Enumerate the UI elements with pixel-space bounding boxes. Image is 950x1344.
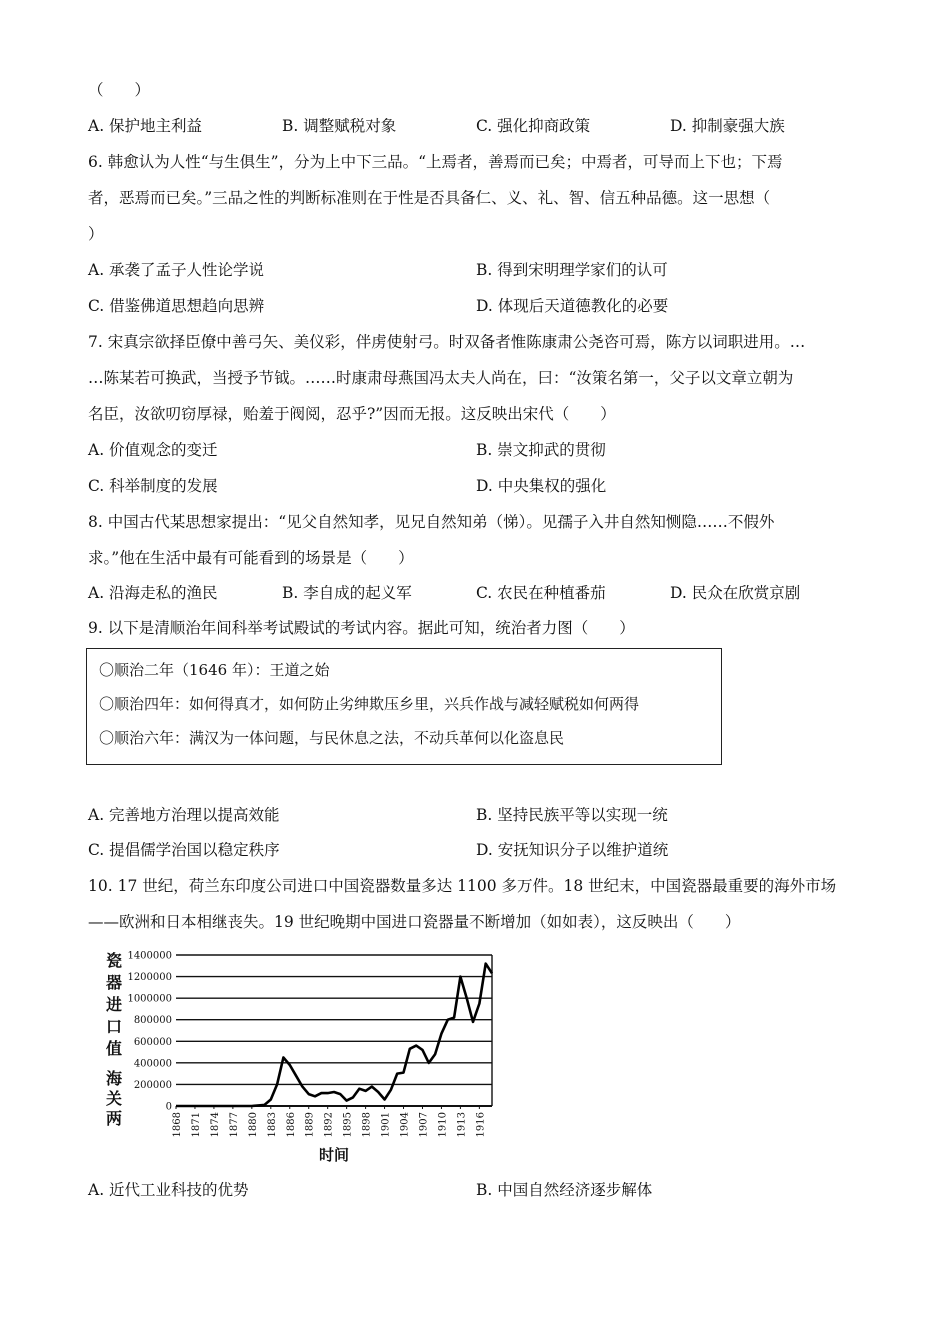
x-tick-label: 1886: [285, 1112, 297, 1138]
q8-option-c[interactable]: C. 农民在种植番茄: [476, 584, 606, 602]
q8-option-d[interactable]: D. 民众在欣赏京剧: [670, 584, 801, 602]
y-tick-label: 600000: [133, 1036, 172, 1048]
q7-option-d[interactable]: D. 中央集权的强化: [476, 477, 607, 495]
q7-stem-line: 名臣，汝欲叨窃厚禄，贻羞于阀阅，忍乎?”因而无报。这反映出宋代（ ）: [88, 405, 616, 423]
q7-stem-line: 7. 宋真宗欲择臣僚中善弓矢、美仪彩，伴虏使射弓。时双备者惟陈康肃公尧咨可焉，陈方以词职进用。…: [88, 333, 806, 351]
q8-stem-line: 8. 中国古代某思想家提出：“见父自然知孝，见兄自然知弟（悌）。见孺子入井自然知恻隐……不假外: [88, 513, 775, 531]
q7-option-c[interactable]: C. 科举制度的发展: [88, 477, 218, 495]
y-tick-label: 1200000: [127, 972, 172, 984]
y-tick-label: 200000: [133, 1079, 172, 1091]
x-tick-label: 1874: [209, 1112, 221, 1138]
q10-option-a[interactable]: A. 近代工业科技的优势: [88, 1181, 249, 1199]
q10-option-b[interactable]: B. 中国自然经济逐步解体: [476, 1181, 653, 1199]
q8-option-b[interactable]: B. 李自成的起义军: [282, 584, 412, 602]
q8-stem-line: 求。”他在生活中最有可能看到的场景是（ ）: [88, 549, 414, 567]
q7-stem-line: …陈某若可换武，当授予节钺。……时康肃母燕国冯太夫人尚在，曰：“汝策名第一，父子以文章立朝为: [88, 369, 794, 387]
y-tick-label: 1000000: [127, 993, 172, 1005]
q9-option-c[interactable]: C. 提倡儒学治国以稳定秩序: [88, 841, 280, 859]
y-axis-label: 瓷器进口值: [105, 951, 123, 1058]
q6-option-a[interactable]: A. 承袭了孟子人性论学说: [88, 261, 265, 279]
q6-option-c[interactable]: C. 借鉴佛道思想趋向思辨: [88, 297, 265, 315]
x-tick-label: 1916: [475, 1112, 487, 1138]
q6-option-d[interactable]: D. 体现后天道德教化的必要: [476, 297, 669, 315]
q6-stem-line: 6. 韩愈认为人性“与生俱生”，分为上中下三品。“上焉者，善焉而已矣；中焉者，可导而上下也；下焉: [88, 153, 783, 171]
q10-stem-line: 10. 17 世纪，荷兰东印度公司进口中国瓷器数量多达 1100 多万件。18 世纪末，中国瓷器最重要的海外市场: [88, 877, 837, 895]
y-tick-label: 800000: [133, 1015, 172, 1027]
y-axis-unit-label: 海关两: [105, 1069, 123, 1128]
q9-box-item: 〇顺治二年（1646 年）：王道之始: [99, 661, 330, 679]
y-tick-label: 1400000: [127, 950, 172, 962]
x-tick-label: 1880: [247, 1112, 259, 1138]
q9-box-item: 〇顺治六年：满汉为一体问题，与民休息之法，不动兵革何以化盗息民: [99, 729, 565, 747]
q5-option-a[interactable]: A. 保护地主利益: [88, 117, 203, 135]
q6-option-b[interactable]: B. 得到宋明理学家们的认可: [476, 261, 668, 279]
x-tick-label: 1904: [399, 1112, 411, 1138]
x-tick-label: 1871: [190, 1112, 202, 1138]
q7-option-b[interactable]: B. 崇文抑武的贯彻: [476, 441, 606, 459]
y-tick-label: 0: [165, 1101, 172, 1113]
porcelain-import-chart: [100, 944, 500, 1166]
q5-tail: （ ）: [88, 81, 151, 99]
q5-option-d[interactable]: D. 抑制豪强大族: [670, 117, 785, 135]
x-tick-label: 1889: [304, 1112, 316, 1138]
q10-stem-line: ——欧洲和日本相继丧失。19 世纪晚期中国进口瓷器量不断增加（如如表），这反映出（ ）: [88, 913, 741, 931]
x-tick-label: 1868: [172, 1112, 183, 1138]
q5-option-b[interactable]: B. 调整赋税对象: [282, 117, 397, 135]
q6-stem-line: 者，恶焉而已矣。”三品之性的判断标准则在于性是否具备仁、义、礼、智、信五种品德。这一思想（: [88, 189, 771, 207]
x-tick-label: 1883: [266, 1112, 278, 1138]
x-tick-label: 1907: [418, 1112, 430, 1138]
q9-stem-line: 9. 以下是清顺治年间科举考试殿试的考试内容。据此可知，统治者力图（ ）: [88, 619, 635, 637]
q9-material-box: [86, 648, 722, 765]
x-tick-label: 1892: [323, 1112, 335, 1138]
q9-option-d[interactable]: D. 安抚知识分子以维护道统: [476, 841, 669, 859]
x-tick-label: 1910: [437, 1112, 449, 1138]
q6-stem-line: ）: [88, 225, 104, 243]
q9-box-item: 〇顺治四年：如何得真才，如何防止劣绅欺压乡里，兴兵作战与减轻赋税如何两得: [99, 695, 640, 713]
x-tick-label: 1898: [361, 1112, 373, 1138]
x-tick-label: 1901: [380, 1112, 392, 1138]
q5-option-c[interactable]: C. 强化抑商政策: [476, 117, 591, 135]
q7-option-a[interactable]: A. 价值观念的变迁: [88, 441, 218, 459]
x-tick-label: 1913: [456, 1112, 468, 1138]
x-axis-label: 时间: [318, 1146, 350, 1164]
x-tick-label: 1895: [342, 1112, 354, 1138]
q9-option-a[interactable]: A. 完善地方治理以提高效能: [88, 806, 280, 824]
q8-option-a[interactable]: A. 沿海走私的渔民: [88, 584, 218, 602]
y-tick-label: 400000: [133, 1058, 172, 1070]
x-tick-label: 1877: [228, 1112, 240, 1138]
q9-option-b[interactable]: B. 坚持民族平等以实现一统: [476, 806, 668, 824]
